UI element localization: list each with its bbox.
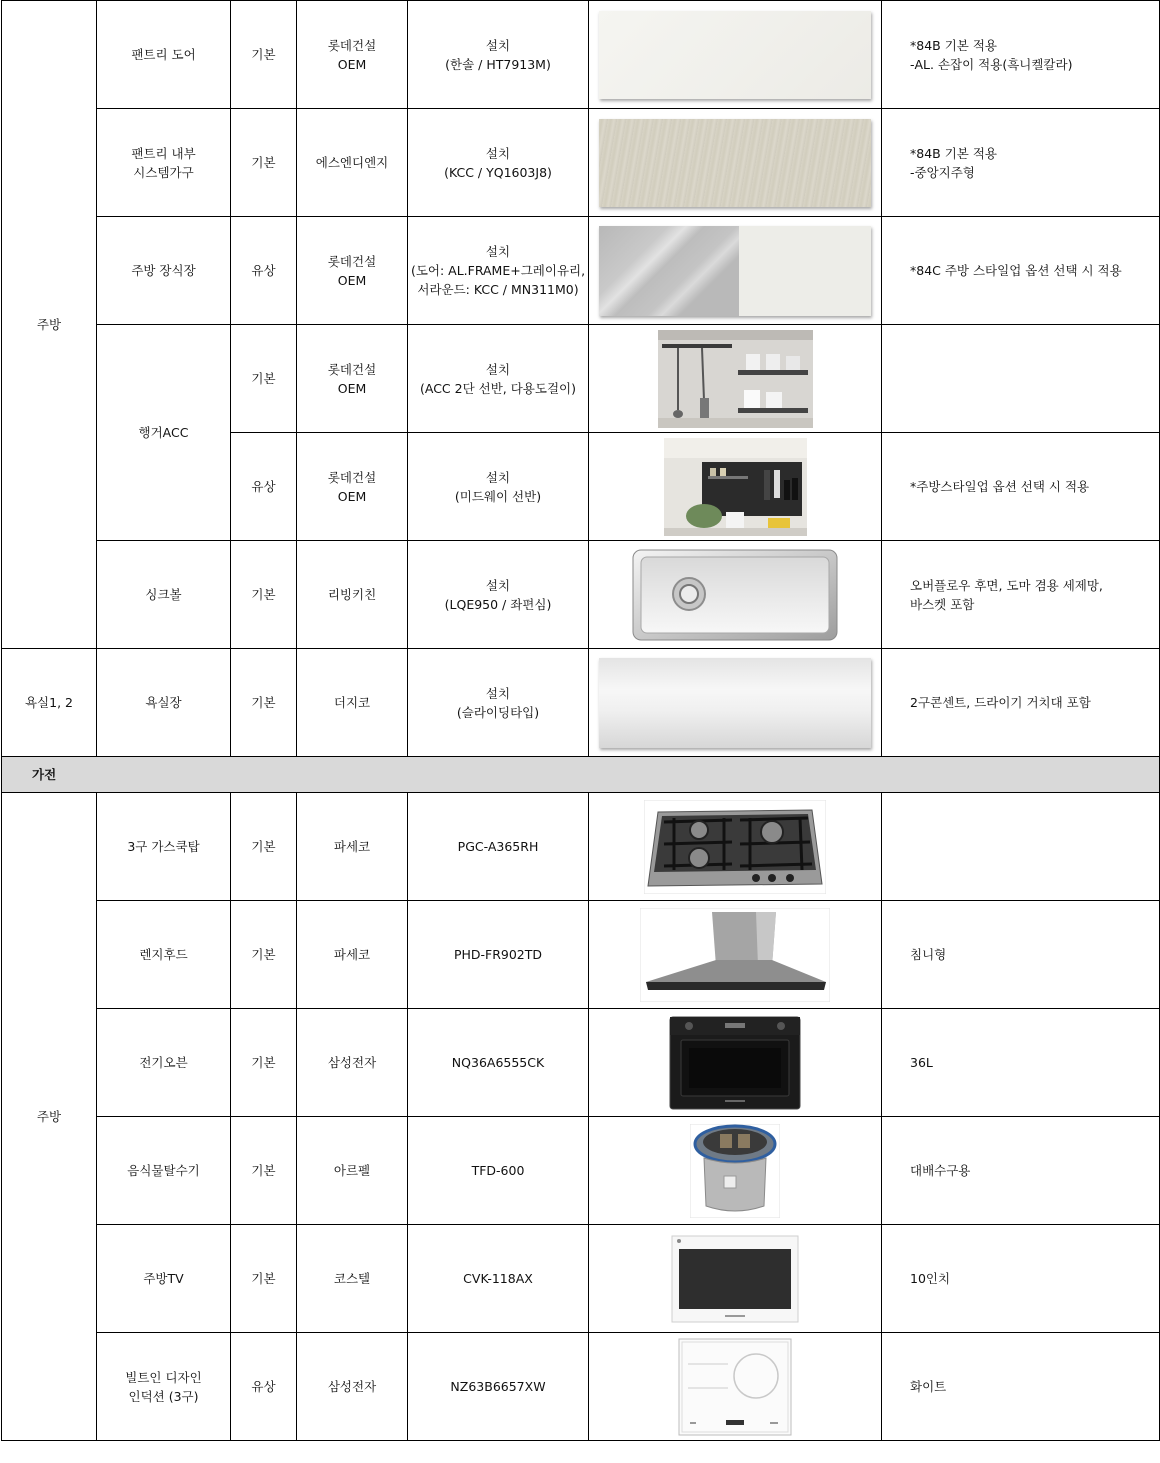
area-cell: 주방 bbox=[2, 793, 97, 1441]
image-cell bbox=[589, 1009, 882, 1117]
item-cell: 전기오븐 bbox=[97, 1009, 231, 1117]
type-cell: 기본 bbox=[231, 1225, 297, 1333]
item-cell: 음식물탈수기 bbox=[97, 1117, 231, 1225]
white-panel-swatch bbox=[599, 11, 871, 99]
table-row bbox=[2, 1225, 1160, 1333]
note-cell: *84C 주방 스타일업 옵션 선택 시 적용 bbox=[882, 217, 1160, 325]
kitchen-tv-photo bbox=[671, 1235, 799, 1323]
electric-oven-photo bbox=[669, 1016, 801, 1110]
image-cell bbox=[589, 793, 882, 901]
item-cell: 싱크볼 bbox=[97, 541, 231, 649]
note-cell: 오버플로우 후면, 도마 겸용 세제망, 바스켓 포함 bbox=[882, 541, 1160, 649]
item-cell: 팬트리 도어 bbox=[97, 1, 231, 109]
item-cell: 렌지후드 bbox=[97, 901, 231, 1009]
item-cell: 3구 가스쿡탑 bbox=[97, 793, 231, 901]
maker-cell: 코스텔 bbox=[297, 1225, 408, 1333]
image-cell bbox=[589, 1225, 882, 1333]
maker-cell: 롯데건설 OEM bbox=[297, 1, 408, 109]
gas-cooktop-photo bbox=[644, 800, 826, 894]
image-cell bbox=[589, 1333, 882, 1441]
table-row bbox=[2, 217, 1160, 325]
table-row bbox=[2, 1333, 1160, 1441]
midway-shelf-photo bbox=[664, 438, 807, 536]
table-row bbox=[2, 109, 1160, 217]
note-cell: *84B 기본 적용 -중앙지주형 bbox=[882, 109, 1160, 217]
note-cell: 2구콘센트, 드라이기 거치대 포함 bbox=[882, 649, 1160, 757]
spec-cell: TFD-600 bbox=[408, 1117, 589, 1225]
maker-cell: 롯데건설 OEM bbox=[297, 217, 408, 325]
note-cell: 10인치 bbox=[882, 1225, 1160, 1333]
image-cell bbox=[589, 901, 882, 1009]
item-cell: 주방 장식장 bbox=[97, 217, 231, 325]
note-cell: 36L bbox=[882, 1009, 1160, 1117]
spec-cell: CVK-118AX bbox=[408, 1225, 589, 1333]
spec-cell: 설치 (슬라이딩타입) bbox=[408, 649, 589, 757]
table-row bbox=[2, 901, 1160, 1009]
item-cell: 빌트인 디자인 인덕션 (3구) bbox=[97, 1333, 231, 1441]
maker-cell: 파세코 bbox=[297, 901, 408, 1009]
spec-cell: 설치 (도어: AL.FRAME+그레이유리, 서라운드: KCC / MN311M0) bbox=[408, 217, 589, 325]
type-cell: 기본 bbox=[231, 901, 297, 1009]
maker-cell: 롯데건설 OEM bbox=[297, 433, 408, 541]
maker-cell: 리빙키친 bbox=[297, 541, 408, 649]
spec-cell: 설치 (LQE950 / 좌편심) bbox=[408, 541, 589, 649]
maker-cell: 에스엔디엔지 bbox=[297, 109, 408, 217]
hanger-shelf-photo bbox=[658, 330, 813, 428]
maker-cell: 삼성전자 bbox=[297, 1009, 408, 1117]
type-cell: 유상 bbox=[231, 433, 297, 541]
range-hood-photo bbox=[640, 908, 830, 1002]
type-cell: 기본 bbox=[231, 109, 297, 217]
spec-cell: PHD-FR902TD bbox=[408, 901, 589, 1009]
type-cell: 기본 bbox=[231, 325, 297, 433]
spec-cell: 설치 (ACC 2단 선반, 다용도걸이) bbox=[408, 325, 589, 433]
note-cell: 화이트 bbox=[882, 1333, 1160, 1441]
maker-cell: 아르펠 bbox=[297, 1117, 408, 1225]
image-cell bbox=[589, 1117, 882, 1225]
type-cell: 기본 bbox=[231, 1009, 297, 1117]
note-cell: *주방스타일업 옵션 선택 시 적용 bbox=[882, 433, 1160, 541]
image-cell bbox=[589, 109, 882, 217]
maker-cell: 파세코 bbox=[297, 793, 408, 901]
type-cell: 기본 bbox=[231, 1, 297, 109]
note-cell: 대배수구용 bbox=[882, 1117, 1160, 1225]
image-cell bbox=[589, 649, 882, 757]
food-dehydrator-photo bbox=[690, 1124, 780, 1218]
image-cell bbox=[589, 433, 882, 541]
spec-cell: 설치 (미드웨이 선반) bbox=[408, 433, 589, 541]
note-cell bbox=[882, 793, 1160, 901]
table-row bbox=[2, 649, 1160, 757]
section-row bbox=[2, 757, 1160, 793]
image-cell bbox=[589, 541, 882, 649]
image-cell bbox=[589, 217, 882, 325]
item-cell: 주방TV bbox=[97, 1225, 231, 1333]
induction-photo bbox=[678, 1338, 792, 1436]
table-row bbox=[2, 793, 1160, 901]
area-cell: 욕실1, 2 bbox=[2, 649, 97, 757]
spec-cell: 설치 (KCC / YQ1603J8) bbox=[408, 109, 589, 217]
type-cell: 유상 bbox=[231, 217, 297, 325]
item-cell: 팬트리 내부 시스템가구 bbox=[97, 109, 231, 217]
table-row bbox=[2, 1009, 1160, 1117]
image-cell bbox=[589, 1, 882, 109]
spec-cell: NQ36A6555CK bbox=[408, 1009, 589, 1117]
sink-bowl-photo bbox=[631, 548, 839, 642]
note-cell: 침니형 bbox=[882, 901, 1160, 1009]
type-cell: 기본 bbox=[231, 793, 297, 901]
note-cell: *84B 기본 적용 -AL. 손잡이 적용(흑니켈칼라) bbox=[882, 1, 1160, 109]
mirror-cabinet-swatch bbox=[599, 658, 871, 748]
table-row bbox=[2, 325, 1160, 433]
section-header: 가전 bbox=[2, 757, 1160, 793]
table-row bbox=[2, 541, 1160, 649]
beige-wood-swatch bbox=[599, 119, 871, 207]
spec-cell: 설치 (한솔 / HT7913M) bbox=[408, 1, 589, 109]
type-cell: 기본 bbox=[231, 1117, 297, 1225]
type-cell: 기본 bbox=[231, 541, 297, 649]
item-cell: 욕실장 bbox=[97, 649, 231, 757]
image-cell bbox=[589, 325, 882, 433]
table-row bbox=[2, 1117, 1160, 1225]
spec-cell: NZ63B6657XW bbox=[408, 1333, 589, 1441]
glass-and-white-swatch bbox=[599, 226, 871, 316]
note-cell bbox=[882, 325, 1160, 433]
area-cell: 주방 bbox=[2, 1, 97, 649]
item-cell: 행거ACC bbox=[97, 325, 231, 541]
spec-cell: PGC-A365RH bbox=[408, 793, 589, 901]
maker-cell: 롯데건설 OEM bbox=[297, 325, 408, 433]
type-cell: 유상 bbox=[231, 1333, 297, 1441]
table-row bbox=[2, 1, 1160, 109]
maker-cell: 더지코 bbox=[297, 649, 408, 757]
type-cell: 기본 bbox=[231, 649, 297, 757]
maker-cell: 삼성전자 bbox=[297, 1333, 408, 1441]
options-table bbox=[1, 0, 1160, 1441]
